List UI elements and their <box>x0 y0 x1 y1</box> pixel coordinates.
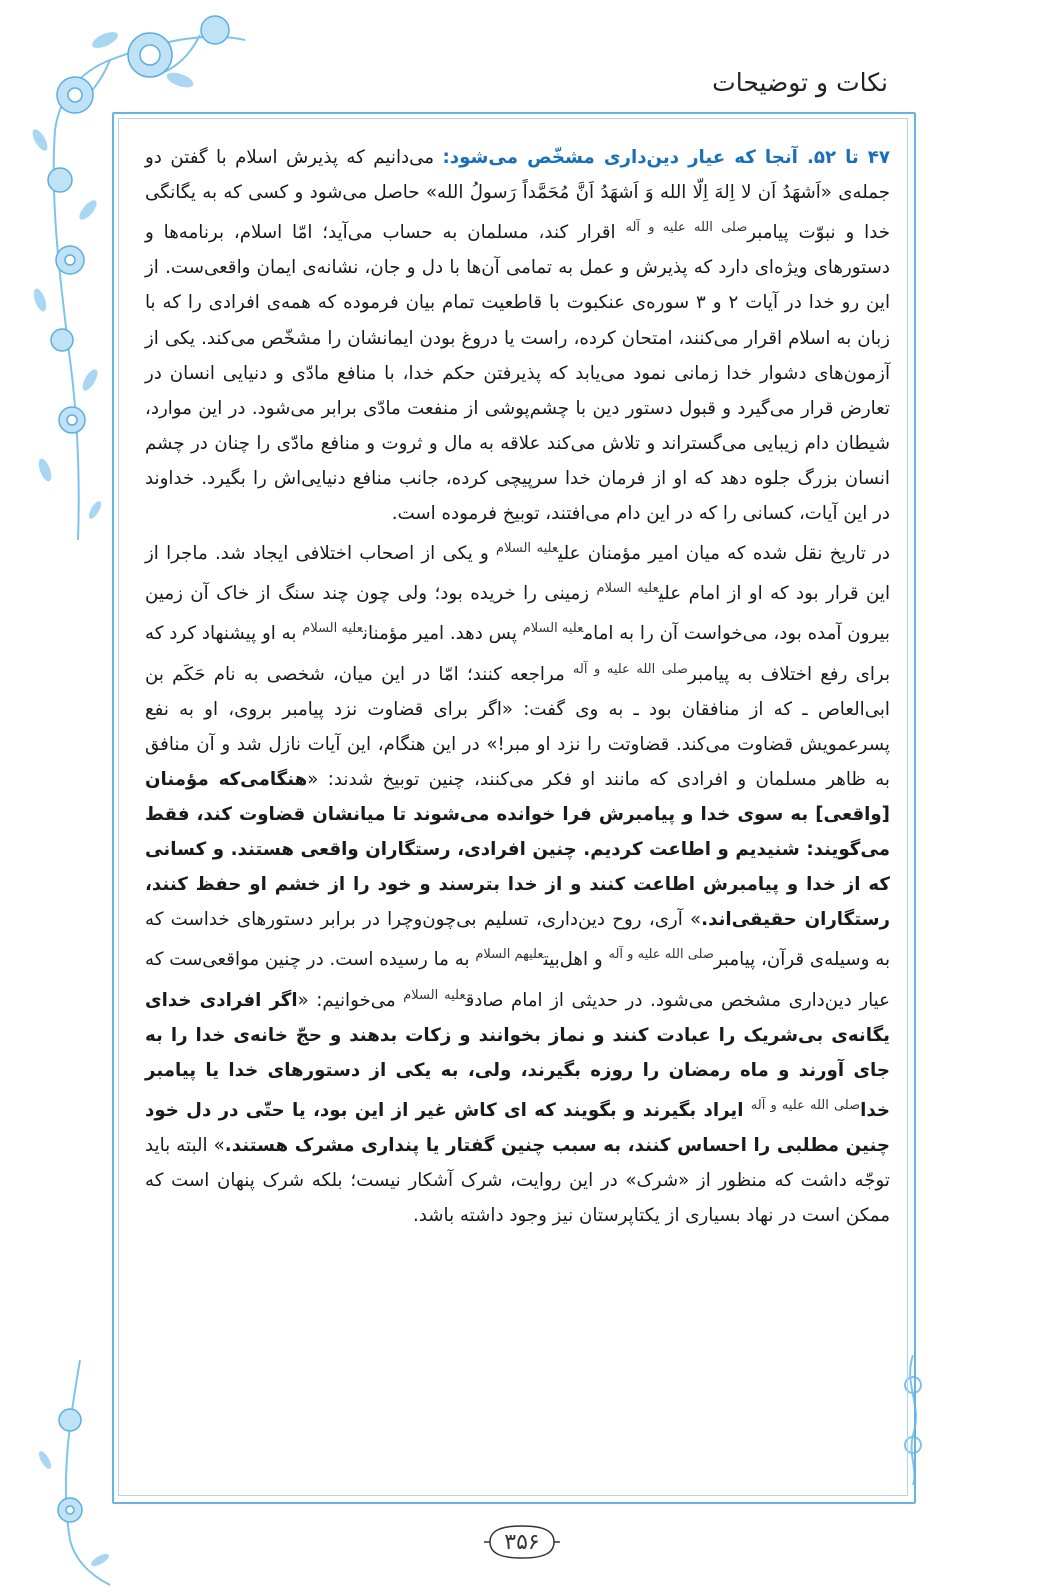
text-span: مراجعه کنند؛ امّا در این میان، شخصی به نام حَکَم بن ابی‌العاص ـ که از منافقان بود ـ به وی گفت: «اگر برای قضاوت نزد پیامبر بروی، او به نفع پسرعمویش قضاوت می‌کند. قضاوتت را نزد او مبر!» در این هنگام، این آیات نازل شد و آن منافق به ظاهر مسلمان و افرادی که مانند او فکر می‌کنند، چنین توبیخ شدند: « <box>145 663 890 790</box>
hadith-quote: ایراد بگیرند و بگویند که ای کاش غیر از این بود، یا حتّی در دل خود چنین مطلبی را احساس کنند، به سبب چنین گفتار یا پنداری مشرک هستند. <box>145 1099 890 1157</box>
shahada-text: اَشهَدُ اَن لا اِلهَ اِلّا الله وَ اَشهَدُ اَنَّ مُحَمَّداً رَسولُ الله <box>437 182 821 204</box>
text-span: و یکی از اصحاب اختلافی ایجاد شد. ماجرا از این قرار بود که او از امام علی <box>145 543 890 605</box>
verse-heading: ۴۷ تا ۵۲. آنجا که عیار دین‌داری مشخّص می‌شود: <box>442 147 890 168</box>
text-span: می‌خوانیم: « <box>297 989 404 1011</box>
text-span: » حاصل می‌شود و کسی که به یگانگی خدا و نبوّت پیامبر <box>145 182 890 244</box>
text-span: » البته باید توجّه داشت که منظور از «شرک» در این روایت، شرک آشکار نیست؛ بلکه شرک پنهان است که ممکن است در نهاد بسیاری از یکتاپرستان نیز وجود داشته باشد. <box>145 1135 890 1227</box>
paragraph-1 <box>145 140 890 531</box>
text-span: زمینی را خریده بود؛ ولی چون چند سنگ از خاک آن زمین بیرون آمده بود، می‌خواست آن را به امام <box>145 583 890 645</box>
paragraph-2 <box>145 531 890 1233</box>
text-span: و اهل‌بیت <box>543 949 609 971</box>
text-span: اقرار کند، مسلمان به حساب می‌آید؛ امّا اسلام، برنامه‌ها و دستورهای ویژه‌ای دارد که پذیرش و عمل به تمامی آن‌ها با دل و جان، نشانه‌ی ایمان واقعی‌ست. از این رو خدا در آیات ۲ و ۳ سوره‌ی عنکبوت با قاطعیت تمام بیان فرموده که همه‌ی افرادی را که با زبان به اسلام اقرار می‌کنند، امتحان کرده، راست یا دروغ بودن ایمانشان را مشخّص می‌کند. یکی از آزمون‌های دشوار خدا زمانی نمود می‌یابد که پذیرفتن حکم خدا، با منافع مادّی و دنیایی انسان در تعارض قرار می‌گیرد و قبول دستور دین با چشم‌پوشی از منفعت مادّی برابر می‌شود. در این موارد، شیطان دام زیبایی می‌گستراند و تلاش می‌کند علاقه به مال و ثروت و منافع مادّی را چنان در چشم انسان بزرگ جلوه دهد که او از فرمان خدا سرپیچی کرده، جانب منافع دنیایی‌اش را بگیرد. خداوند در این آیات، کسانی را که در این دام می‌افتند، توبیخ فرموده است. <box>145 222 890 524</box>
section-header: نکات و توضیحات <box>712 68 888 97</box>
honorific-mark: علیه السلام <box>403 987 466 1003</box>
page-number-text: ۳۵۶ <box>504 1529 540 1555</box>
text-span: » آری، روح دین‌داری، تسلیم بی‌چون‌وچرا در برابر دستورهای خداست که به وسیله‌ی قرآن، پیامبر <box>145 909 891 971</box>
honorific-mark: صلی الله علیه و آله <box>572 661 688 677</box>
honorific-mark: علیه السلام <box>596 581 659 597</box>
quran-quote: هنگامی‌که مؤمنان [واقعی] به سوی خدا و پیامبرش فرا خوانده می‌شوند تا میانشان قضاوت کند، فقط می‌گویند: شنیدیم و اطاعت کردیم. چنین افرادی، رستگاران واقعی هستند. و کسانی که از خدا و پیامبرش اطاعت کنند و از خدا بترسند و خود را از خشم او حفظ کنند، رستگاران حقیقی‌اند. <box>145 768 890 931</box>
text-span: پس دهد. امیر مؤمنان <box>362 623 523 645</box>
honorific-mark: صلی الله علیه و آله <box>608 947 714 963</box>
honorific-mark: علیه السلام <box>522 621 584 637</box>
main-text <box>145 140 890 1233</box>
page-number <box>482 1522 562 1562</box>
honorific-mark: علیه السلام <box>302 621 363 637</box>
honorific-mark: علیه السلام <box>496 541 559 557</box>
honorific-mark: صلی الله علیه و آله <box>750 1097 861 1113</box>
text-span: در تاریخ نقل شده که میان امیر مؤمنان علی <box>558 543 890 565</box>
honorific-mark: علیهم السلام <box>475 947 544 963</box>
hadith-quote: اگر افرادی خدای یگانه‌ی بی‌شریک را عبادت کنند و نماز بخوانند و زکات بدهند و حجّ خانه‌ی خدا را به جای آورند و ماه رمضان را روزه بگیرند، ولی، به یکی از دستورهای خدا یا پیامبر خدا <box>145 989 890 1121</box>
text-span: به ما رسیده است. در چنین مواقعی‌ست که عیار دین‌داری مشخص می‌شود. در حدیثی از امام صادق <box>145 949 891 1011</box>
honorific-mark: صلی الله علیه و آله <box>625 220 748 236</box>
text-span: به او پیشنهاد کرد که برای رفع اختلاف به پیامبر <box>145 623 891 685</box>
text-span: می‌دانیم که پذیرش اسلام با گفتن دو جمله‌ی « <box>145 147 890 204</box>
